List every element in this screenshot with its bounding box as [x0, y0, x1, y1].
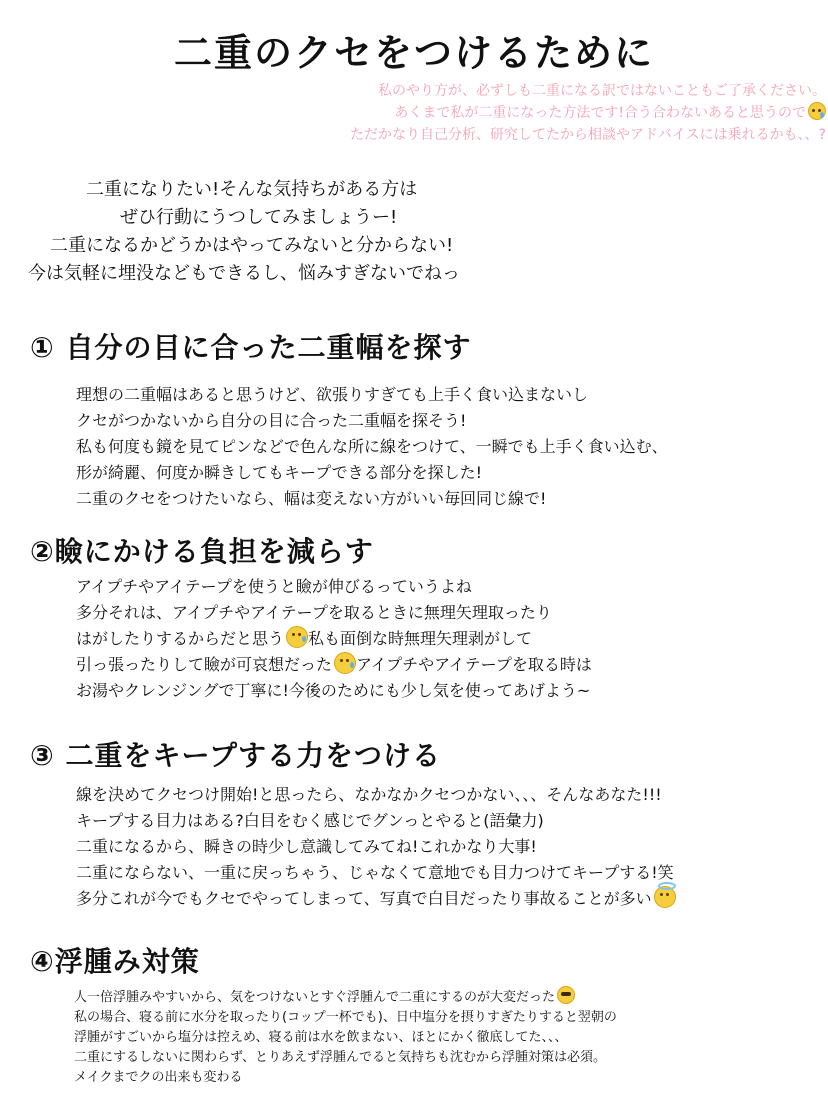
crying-face-icon [808, 102, 826, 120]
section-line: 私も何度も鏡を見てピンなどで色んな所に線をつけて、一瞬でも上手く食い込む、 [76, 437, 668, 456]
disclaimer-line: あくまで私が二重になった方法です!合う合わないあると思うので [296, 102, 826, 124]
section-3-body [76, 782, 816, 912]
section-line: 二重にするしないに関わらず、とりあえず浮腫んでると気持ちも沈むから浮腫対策は必須。 [74, 1050, 606, 1065]
section-line: 二重のクセをつけたいなら、幅は変えない方がいい毎回同じ線で! [76, 489, 547, 508]
section-4-body [74, 986, 814, 1088]
disclaimer-note [296, 80, 826, 146]
intro-line: 二重になりたい!そんな気持ちがある方は [86, 179, 418, 200]
intro-line: 今は気軽に埋没などもできるし、悩みすぎないでねっ [28, 263, 460, 284]
section-line: 多分これが今でもクセでやってしまって、写真で白目だったり事故ることが多い [76, 886, 816, 912]
section-1-body [76, 382, 816, 512]
section-line: クセがつかないから自分の目に合った二重幅を探そう! [76, 411, 467, 430]
page-title: 二重のクセをつけるために [173, 31, 654, 75]
section-line: 人一倍浮腫みやすいから、気をつけないとすぐ浮腫んで二重にするのが大変だった [74, 986, 814, 1008]
section-line: 形が綺麗、何度か瞬きしてもキープできる部分を探した! [76, 463, 483, 482]
tear-smile-icon [334, 652, 356, 674]
section-3-heading: ③ 二重をキープする力をつける [30, 739, 442, 772]
section-line: アイプチやアイテープを使うと瞼が伸びるっていうよね [76, 577, 472, 596]
disclaimer-line: ただかなり自己分析、研究してたから相談やアドバイスには乗れるかも、、? [349, 127, 826, 143]
section-line: 私の場合、寝る前に水分を取ったり(コップ一杯でも)、日中塩分を摂りすぎたりすると翌朝の [74, 1010, 617, 1025]
section-1-heading: ① 自分の目に合った二重幅を探す [30, 331, 472, 364]
disclaimer-line: 私のやり方が、必ずしも二重になる訳ではないこともご了承ください。 [378, 83, 826, 99]
section-line: はがしたりするからだと思う 私も面倒な時無理矢理剥がして [76, 626, 816, 652]
halo-face-icon [654, 886, 676, 908]
tear-smile-icon [286, 626, 308, 648]
section-line: 線を決めてクセつけ開始!と思ったら、なかなかクセつかない、、、そんなあなた!!! [76, 785, 662, 804]
section-line: 理想の二重幅はあると思うけど、欲張りすぎても上手く食い込まないし [76, 385, 589, 404]
section-4-heading: ④浮腫み対策 [30, 945, 200, 978]
section-2-body [76, 574, 816, 704]
section-line: 二重にならない、一重に戻っちゃう、じゃなくて意地でも目力つけてキープする!笑 [76, 863, 674, 882]
intro-text [24, 176, 584, 288]
section-line: 二重になるから、瞬きの時少し意識してみてね!これかなり大事! [76, 837, 537, 856]
section-line: 多分それは、アイプチやアイテープを取るときに無理矢理取ったり [76, 603, 552, 622]
section-line: 浮腫がすごいから塩分は控えめ、寝る前は水を飲まない、ほとにかく徹底してた、、、 [74, 1030, 568, 1045]
section-2-heading: ②瞼にかける負担を減らす [30, 535, 374, 568]
section-line: お湯やクレンジングで丁寧に!今後のためにも少し気を使ってあげよう~ [76, 681, 591, 700]
section-line: メイクまでクの出来も変わる [74, 1070, 243, 1085]
section-line: 引っ張ったりして瞼が可哀想だった アイプチやアイテープを取る時は [76, 652, 816, 678]
section-line: キープする目力はある?白目をむく感じでグンっとやると(語彙力) [76, 811, 544, 830]
intro-line: 二重になるかどうかはやってみないと分からない! [50, 235, 454, 256]
intro-line: ぜひ行動にうつしてみましょうー! [120, 207, 398, 228]
sunglasses-face-icon [557, 986, 575, 1004]
